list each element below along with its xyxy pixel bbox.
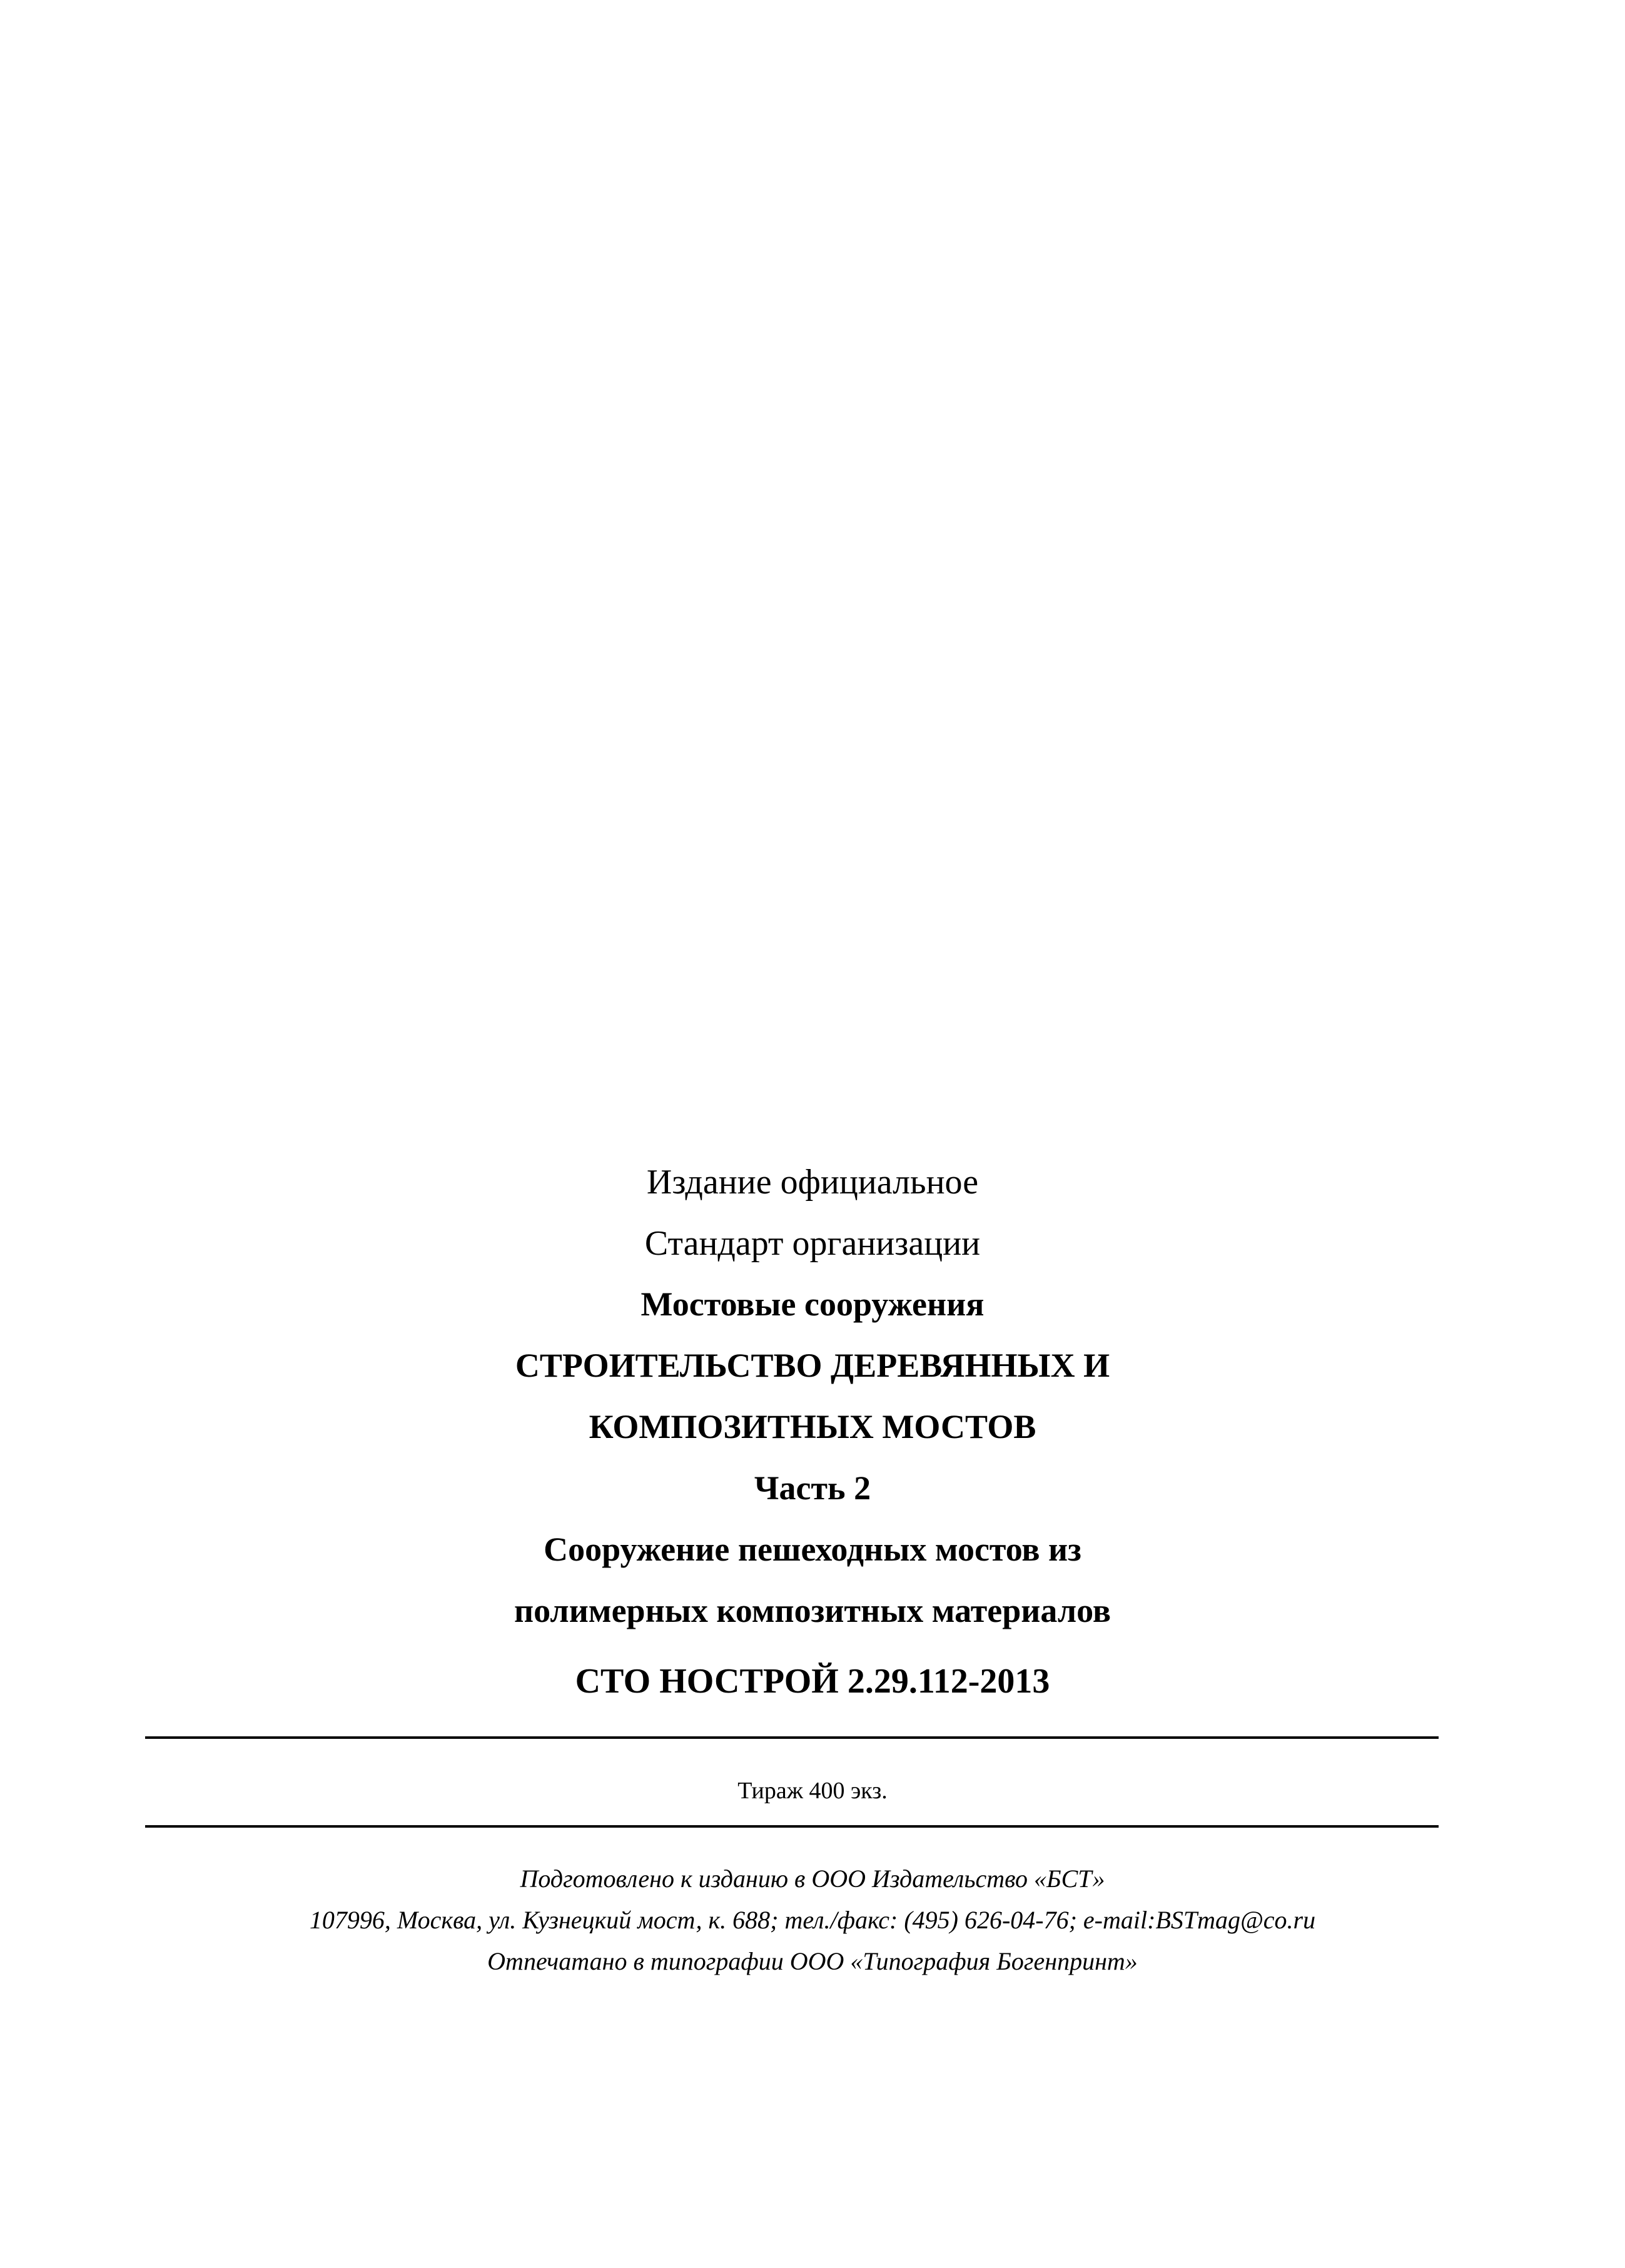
imprint-printed: Отпечатано в типографии ООО «Типография Богенпринт» — [487, 1947, 1138, 1975]
edition-label: Издание официальное — [646, 1163, 979, 1202]
subtitle-line-1: Сооружение пешеходных мостов из — [544, 1531, 1081, 1568]
print-run: Тираж 400 экз. — [737, 1778, 888, 1804]
imprint-address: 107996, Москва, ул. Кузнецкий мост, к. 688; тел./факс: (495) 626-04-76; e-mail:BSTmag@co.ru — [309, 1906, 1316, 1934]
doc-type-label: Стандарт организации — [644, 1224, 981, 1263]
standard-code: СТО НОСТРОЙ 2.29.112-2013 — [575, 1662, 1050, 1701]
title-line-1: СТРОИТЕЛЬСТВО ДЕРЕВЯННЫХ И — [515, 1347, 1110, 1384]
category-heading: Мостовые сооружения — [640, 1285, 985, 1323]
imprint-prepared: Подготовлено к изданию в ООО Издательство «БСТ» — [520, 1865, 1105, 1893]
part-label: Часть 2 — [754, 1469, 871, 1507]
subtitle-line-2: полимерных композитных материалов — [514, 1592, 1111, 1629]
top-divider — [145, 1736, 1439, 1739]
bottom-divider — [145, 1825, 1439, 1828]
title-line-2: КОМПОЗИТНЫХ МОСТОВ — [589, 1408, 1036, 1445]
